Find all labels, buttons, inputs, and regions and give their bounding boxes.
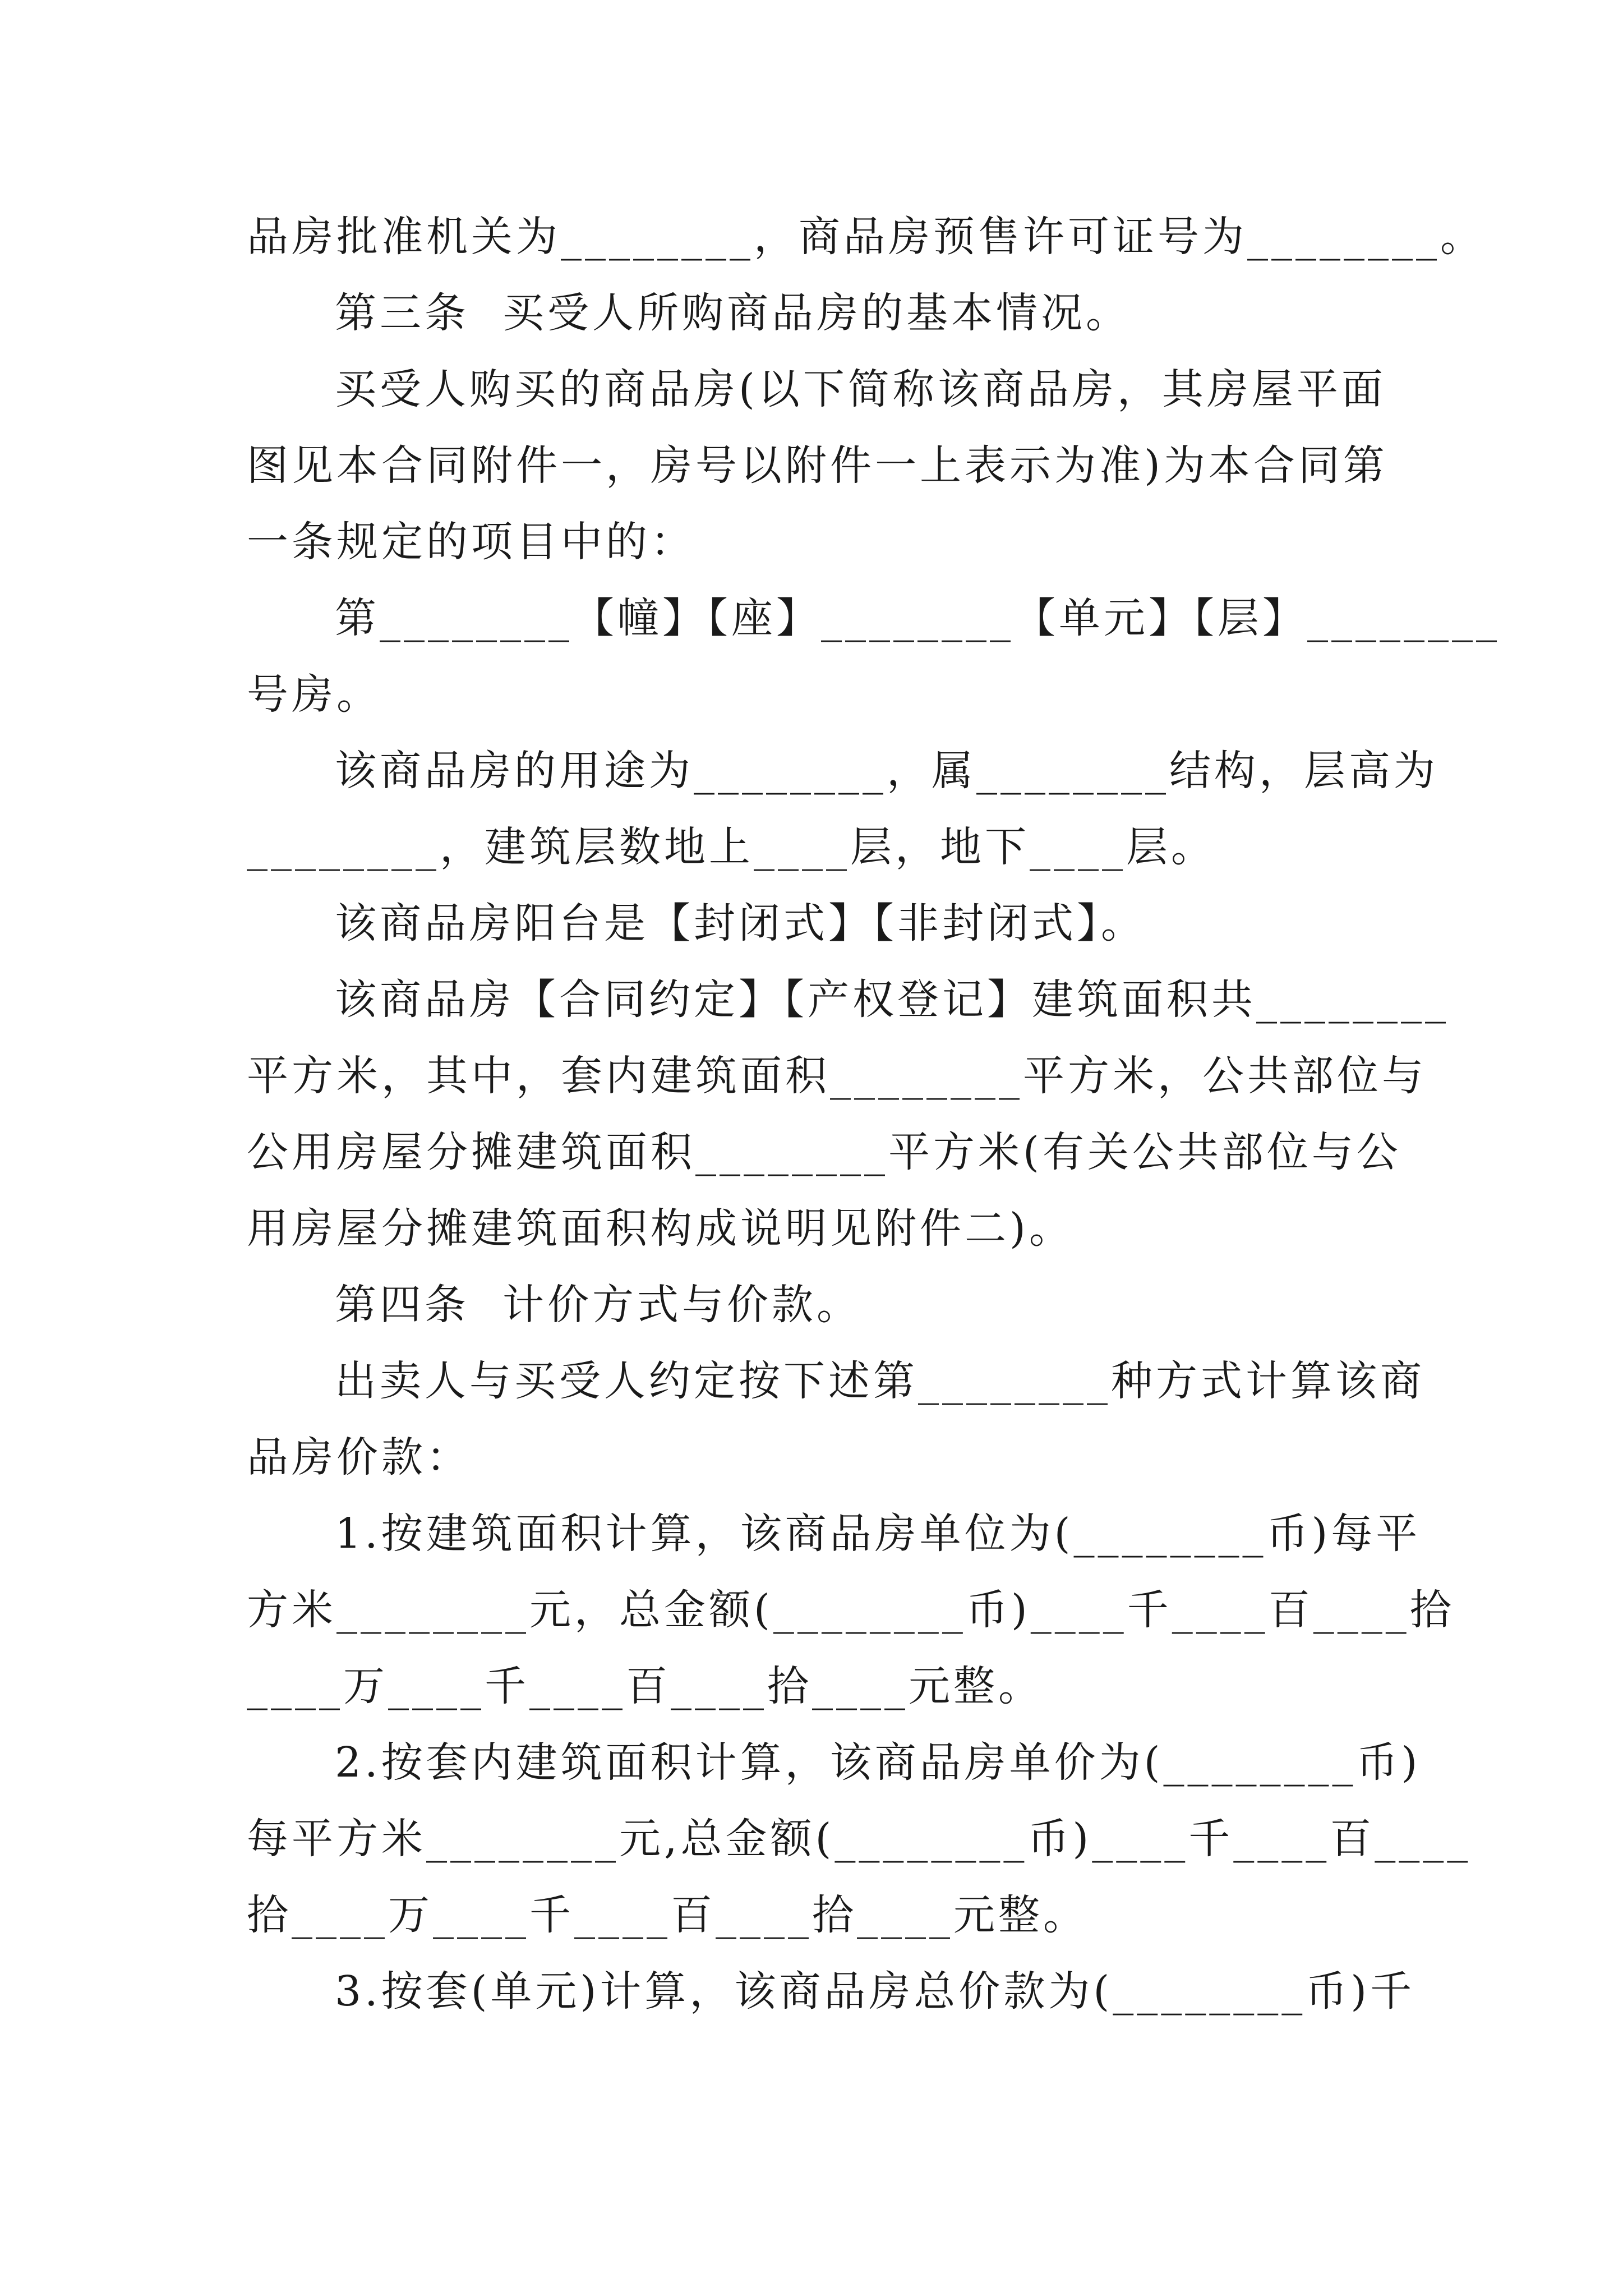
text-line: ________，建筑层数地上____层，地下____层。 — [247, 823, 1216, 871]
text-line: 平方米，其中，套内建筑面积________平方米，公共部位与 — [247, 1052, 1427, 1100]
text-line: 该商品房的用途为________，属________结构，层高为 — [335, 747, 1438, 795]
text-line: ____万____千____百____拾____元整。 — [247, 1662, 1043, 1710]
text-line: 买受人购买的商品房(以下简称该商品房，其房屋平面 — [335, 365, 1386, 413]
text-line: 图见本合同附件一，房号以附件一上表示为准)为本合同第 — [247, 441, 1388, 490]
text-line: 该商品房【合同约定】【产权登记】建筑面积共________ — [335, 976, 1449, 1024]
text-line: 1.按建筑面积计算，该商品房单位为(________币)每平 — [335, 1510, 1421, 1558]
text-line: 每平方米________元,总金额(________币)____千____百____ — [247, 1815, 1472, 1863]
article-heading: 第三条 买受人所购商品房的基本情况。 — [335, 289, 1131, 337]
text-line: 一条规定的项目中的： — [247, 518, 695, 566]
text-line: 第________【幢】【座】________【单元】【层】________ — [335, 594, 1500, 642]
article-heading: 第四条 计价方式与价款。 — [335, 1281, 862, 1329]
text-line: 拾____万____千____百____拾____元整。 — [247, 1891, 1088, 1939]
text-line: 品房价款： — [247, 1433, 471, 1481]
text-line: 公用房屋分摊建筑面积________平方米(有关公共部位与公 — [247, 1128, 1401, 1176]
text-line: 2.按套内建筑面积计算，该商品房单价为(________币) — [335, 1738, 1421, 1787]
text-line: 3.按套(单元)计算，该商品房总价款为(________币)千 — [335, 1967, 1415, 2016]
text-line: 用房屋分摊建筑面积构成说明见附件二)。 — [247, 1204, 1074, 1253]
text-line: 品房批准机关为________，商品房预售许可证号为________。 — [247, 213, 1485, 261]
text-line: 该商品房阳台是【封闭式】【非封闭式】。 — [335, 899, 1146, 947]
text-line: 号房。 — [247, 670, 381, 719]
text-line: 方米________元，总金额(________币)____千____百____拾 — [247, 1586, 1455, 1634]
text-line: 出卖人与买受人约定按下述第________种方式计算该商 — [335, 1357, 1425, 1405]
